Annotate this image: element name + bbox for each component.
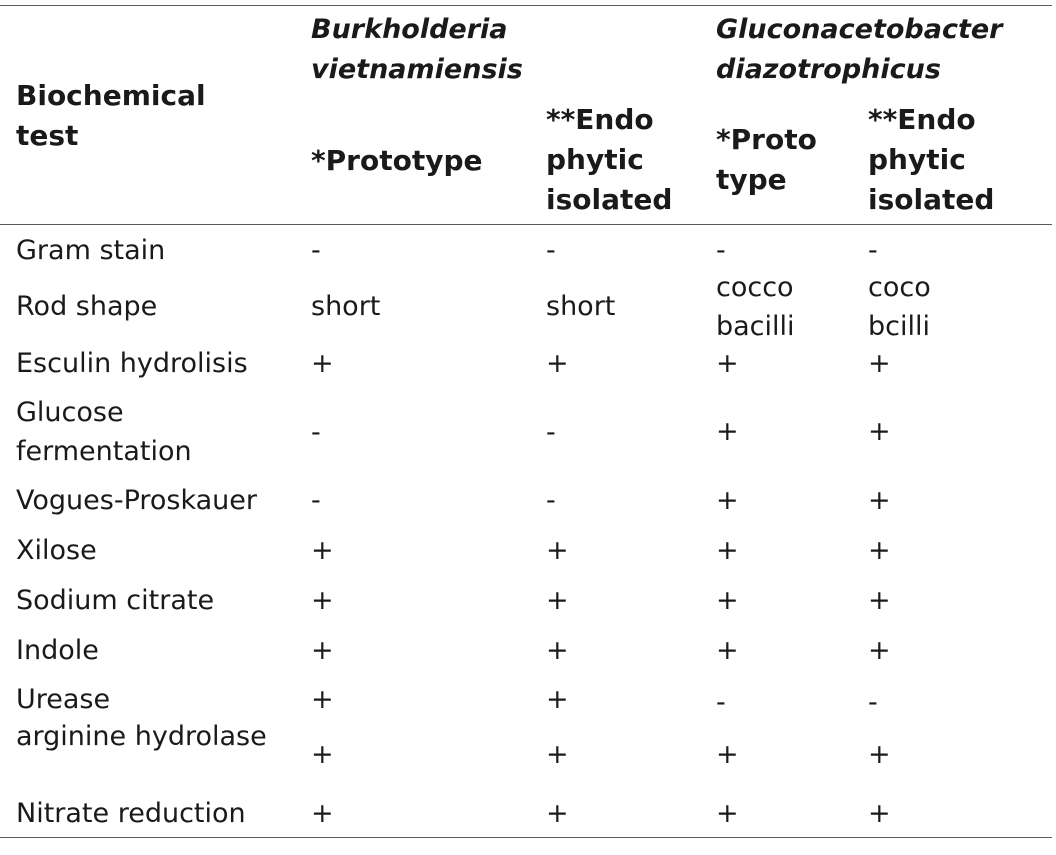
cell-b-proto: + — [311, 535, 334, 566]
row-test-name: Gram stain — [16, 235, 166, 266]
table-bottom-rule — [0, 837, 1052, 838]
cell-b-endo: + — [546, 585, 569, 616]
cell-b-proto: + — [311, 635, 334, 666]
header-group1-endophytic: **Endo phytic isolated — [546, 103, 673, 216]
cell-b-endo: + — [546, 798, 569, 829]
header-bottom-rule — [0, 224, 1052, 225]
cell-g-proto: + — [716, 635, 739, 666]
cell-g-endo: + — [868, 585, 891, 616]
header-test-label: Biochemical test — [16, 79, 206, 152]
header-group1-prototype: *Prototype — [311, 144, 483, 177]
row-test-name: Glucose fermentation — [16, 397, 192, 467]
header-group2-endophytic: **Endo phytic isolated — [868, 103, 995, 216]
row-test-name: Sodium citrate — [16, 585, 215, 616]
cell-b-endo: short — [546, 291, 616, 322]
cell-b-proto: - — [311, 235, 321, 266]
row-test-name: Nitrate reduction — [16, 798, 246, 829]
header-group2-prototype: *Proto type — [716, 123, 817, 196]
cell-b-endo: + — [546, 535, 569, 566]
cell-b-endo: + — [546, 635, 569, 666]
cell-g-endo: + — [868, 535, 891, 566]
cell-g-proto: + — [716, 535, 739, 566]
cell-g-proto: + — [716, 348, 739, 379]
header-group2-name: Gluconacetobacter diazotrophicus — [716, 14, 1003, 85]
cell-b-proto: + — [311, 798, 334, 829]
row-test-name: Urease — [16, 684, 111, 715]
cell-b-proto: - — [311, 485, 321, 516]
cell-b-proto: + — [311, 739, 334, 770]
cell-b-endo: + — [546, 348, 569, 379]
cell-b-proto: short — [311, 291, 381, 322]
cell-g-proto: - — [716, 235, 726, 266]
row-test-name: arginine hydrolase — [16, 721, 267, 752]
cell-g-endo: - — [868, 687, 878, 718]
cell-b-proto: + — [311, 684, 334, 715]
row-test-name: Indole — [16, 635, 99, 666]
cell-g-endo: + — [868, 635, 891, 666]
cell-b-proto: + — [311, 585, 334, 616]
cell-g-proto: + — [716, 416, 739, 447]
cell-b-endo: - — [546, 485, 556, 516]
row-test-name: Esculin hydrolisis — [16, 348, 248, 379]
cell-g-endo: + — [868, 485, 891, 516]
cell-g-endo: + — [868, 348, 891, 379]
cell-b-endo: + — [546, 739, 569, 770]
cell-g-endo: + — [868, 798, 891, 829]
cell-b-endo: - — [546, 417, 556, 448]
table-top-rule — [0, 5, 1052, 6]
cell-g-proto: + — [716, 585, 739, 616]
cell-b-proto: + — [311, 348, 334, 379]
cell-g-proto: + — [716, 485, 739, 516]
cell-g-endo: + — [868, 416, 891, 447]
cell-g-proto: cocco bacilli — [716, 272, 795, 342]
cell-g-endo: - — [868, 235, 878, 266]
header-group1-name: Burkholderia vietnamiensis — [311, 14, 523, 85]
row-test-name: Xilose — [16, 535, 97, 566]
cell-g-proto: + — [716, 798, 739, 829]
row-test-name: Rod shape — [16, 291, 158, 322]
cell-g-endo: + — [868, 739, 891, 770]
cell-g-endo: coco bcilli — [868, 272, 931, 342]
cell-b-endo: + — [546, 684, 569, 715]
cell-g-proto: + — [716, 739, 739, 770]
cell-g-proto: - — [716, 687, 726, 718]
row-test-name: Vogues-Proskauer — [16, 485, 257, 516]
cell-b-proto: - — [311, 417, 321, 448]
cell-b-endo: - — [546, 235, 556, 266]
